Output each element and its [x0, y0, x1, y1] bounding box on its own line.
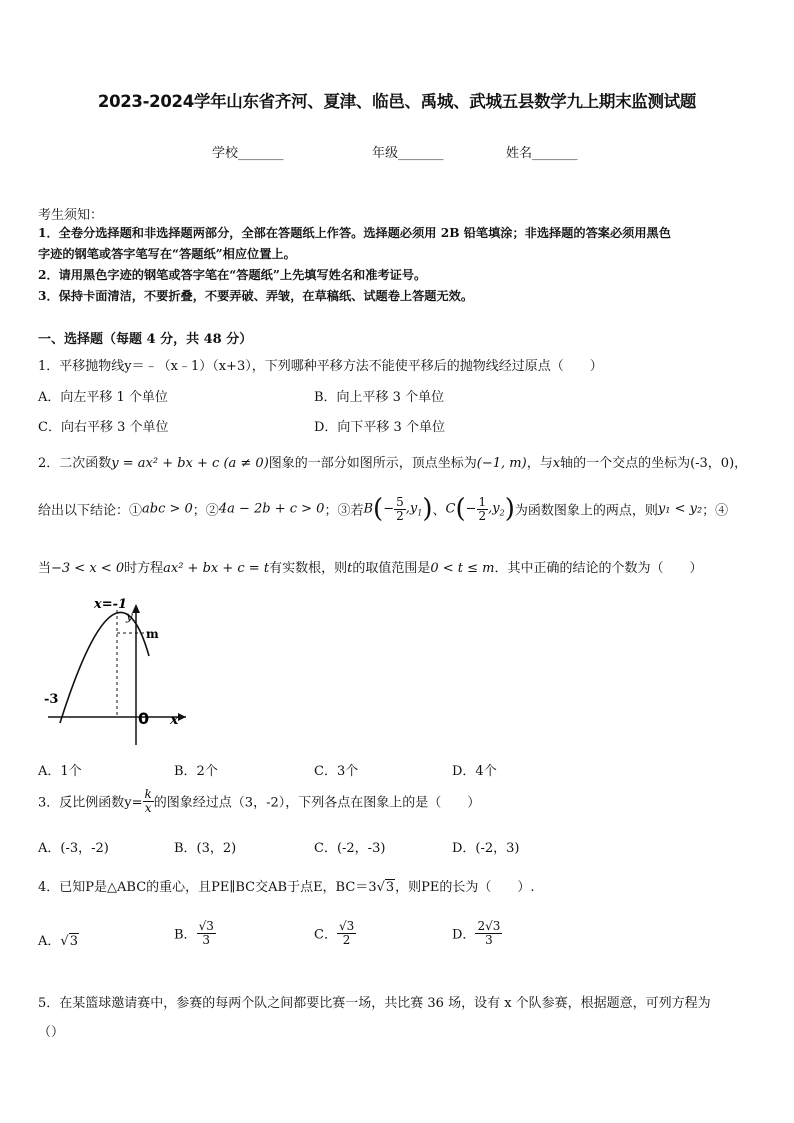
q2-text: ，与 [526, 456, 553, 471]
q2-text: 、 [432, 503, 446, 519]
fraction [337, 920, 356, 946]
radicand: 3 [206, 919, 214, 933]
q2-math: (−1, m) [476, 456, 527, 471]
q2-line-3 [38, 557, 702, 576]
fraction [477, 496, 489, 522]
q3-option-b: B．(3，2) [174, 841, 237, 856]
minus-sign: − [465, 501, 477, 517]
q2-math: 0 < t ≤ m [430, 561, 495, 576]
q1-option-c: C．向右平移 3 个单位 [38, 420, 169, 435]
school-field: 学校_______ [212, 146, 284, 161]
radicand: 3 [385, 880, 395, 895]
q4-option-b [174, 920, 216, 946]
grade-field: 年级_______ [372, 146, 444, 161]
section-heading: 一、选择题（每题 4 分，共 48 分） [38, 332, 253, 347]
y-label: y [126, 609, 133, 623]
denominator: x [144, 800, 152, 815]
q2-math: −3 < x < 0 [51, 561, 125, 576]
q2-text: ；② [192, 503, 219, 519]
q3-option-a: A．(-3，-2) [38, 841, 109, 856]
paren-left: ( [373, 494, 384, 525]
m-label: m [146, 627, 159, 641]
sqrt: √3 [376, 880, 395, 895]
fraction [475, 920, 502, 946]
q2-text: 有实数根，则 [269, 561, 348, 576]
notice-line-1b: 字迹的钢笔或答字笔写在“答题纸”相应位置上。 [38, 247, 296, 261]
q2-math: y₁ < y₂ [657, 501, 703, 517]
q2-option-c: C．3个 [314, 764, 359, 779]
denominator: 2 [342, 932, 351, 947]
q2-text: 轴的一个交点的坐标为(-3，0)， [560, 456, 748, 471]
q5-line-1: 5．在某篮球邀请赛中，参赛的每两个队之间都要比赛一场，共比赛 36 场，设有 x 个队参赛，根据题意，可列方程为 [38, 996, 711, 1011]
origin-label: 0 [138, 709, 150, 728]
option-label: D． [452, 927, 476, 943]
q2-math: y = ax² + bx + c (a ≠ 0) [111, 456, 269, 471]
q2-option-a: A．1个 [38, 764, 82, 779]
x-axis-arrow [178, 713, 186, 721]
q1-option-d: D．向下平移 3 个单位 [314, 420, 445, 435]
q2-text: 当 [38, 561, 52, 576]
q2-math: x [552, 456, 561, 471]
paren-right: ) [422, 494, 433, 525]
q2-line-1 [38, 452, 747, 471]
bc-coefficient: 3 [368, 880, 377, 895]
denominator: 2 [478, 508, 487, 523]
q2-math: ax² + bx + c = t [163, 561, 270, 576]
numerator: 2√3 [477, 919, 501, 933]
q2-math: abc > 0 [142, 501, 193, 517]
denominator: 3 [485, 932, 493, 947]
option-label: A． [38, 934, 61, 949]
q2-math: C [445, 501, 456, 517]
minus-sign: − [383, 501, 395, 517]
numerator: k [144, 787, 152, 801]
q2-text: 图象的一部分如图所示，顶点坐标为 [268, 456, 477, 471]
q2-text: ；③若 [324, 503, 364, 519]
q3-stem [38, 788, 480, 814]
neg3-label: -3 [44, 692, 59, 707]
numerator: √3 [338, 919, 355, 933]
numerator: √3 [198, 919, 214, 933]
q2-math: 4a − 2b + c > 0 [218, 501, 325, 517]
notice-line-3: 3．保持卡面清洁，不要折叠，不要弄破、弄皱，在草稿纸、试题卷上答题无效。 [38, 289, 474, 303]
denominator: 2 [396, 508, 404, 523]
paren-left: ( [455, 494, 466, 525]
fraction [197, 920, 216, 946]
q3-text: 3．反比例函数y= [38, 795, 143, 811]
parabola-figure [38, 590, 198, 750]
q2-text: 2．二次函数 [38, 456, 112, 471]
q4-option-a [38, 930, 79, 949]
q1-stem: 1．平移抛物线y＝﹣（x﹣1）（x+3），下列哪种平移方法不能使平移后的抛物线经过原点（ ） [38, 359, 603, 374]
q1-option-b: B．向上平移 3 个单位 [314, 390, 445, 405]
q3-text: 的图象经过点（3，-2），下列各点在图象上的是（ ） [153, 795, 481, 811]
radicand: 3 [346, 919, 355, 933]
q4-text: ，则PE的长为（ ）. [395, 880, 535, 895]
option-label: B． [174, 927, 197, 943]
q3-option-c: C．(-2，-3) [314, 841, 386, 856]
fraction [394, 496, 406, 522]
notice-line-1a: 1．全卷分选择题和非选择题两部分，全部在答题纸上作答。选择题必须用 2B 铅笔填涂；非选择题的答案必须用黑色 [38, 226, 671, 240]
notice-line-2: 2．请用黑色字迹的钢笔或答字笔在“答题纸”上先填写姓名和准考证号。 [38, 268, 427, 282]
q4-stem [38, 876, 535, 895]
q5-line-2: （） [38, 1025, 65, 1040]
q2-option-b: B．2个 [174, 764, 218, 779]
sqrt: √3 [60, 934, 78, 949]
radicand: 3 [492, 919, 501, 933]
q2-option-d: D．4个 [452, 764, 497, 779]
q4-text: 4．已知P是△ABC的重心，且PE∥BC交AB于点E，BC＝ [38, 880, 369, 895]
notice-heading: 考生须知： [38, 208, 104, 223]
q1-option-a: A．向左平移 1 个单位 [38, 390, 168, 405]
q4-option-d [452, 920, 502, 946]
q2-line-2 [38, 494, 729, 525]
fraction [143, 788, 154, 814]
q2-text: ；④ [702, 503, 729, 519]
numerator: 5 [396, 495, 404, 509]
symmetry-label: x=-1 [94, 597, 128, 612]
q2-math: B [363, 501, 374, 517]
q4-option-c [314, 920, 356, 946]
y1-symbol: $,y_1$ [405, 500, 423, 518]
q3-option-d: D．(-2，3) [452, 841, 520, 856]
page-title: 2023-2024学年山东省齐河、夏津、临邑、禹城、武城五县数学九上期末监测试题 [97, 92, 697, 111]
coefficient: 2 [477, 919, 486, 933]
paren-right: ) [504, 494, 515, 525]
radicand: 3 [69, 934, 78, 949]
y2-symbol: $,y_2$ [488, 500, 505, 518]
denominator: 3 [202, 932, 211, 947]
numerator: 1 [478, 495, 487, 509]
y-axis-arrow [132, 604, 140, 613]
q2-math: t [347, 561, 353, 576]
option-label: C． [314, 927, 337, 943]
q2-text: 为函数图象上的两点，则 [514, 503, 658, 519]
q2-text: ．其中正确的结论的个数为（ ） [494, 561, 703, 576]
q2-text: 的取值范围是 [352, 561, 431, 576]
x-label: x [170, 712, 179, 728]
name-field: 姓名_______ [506, 146, 578, 161]
q2-text: 给出以下结论：① [38, 503, 143, 519]
q2-text: 时方程 [124, 561, 164, 576]
